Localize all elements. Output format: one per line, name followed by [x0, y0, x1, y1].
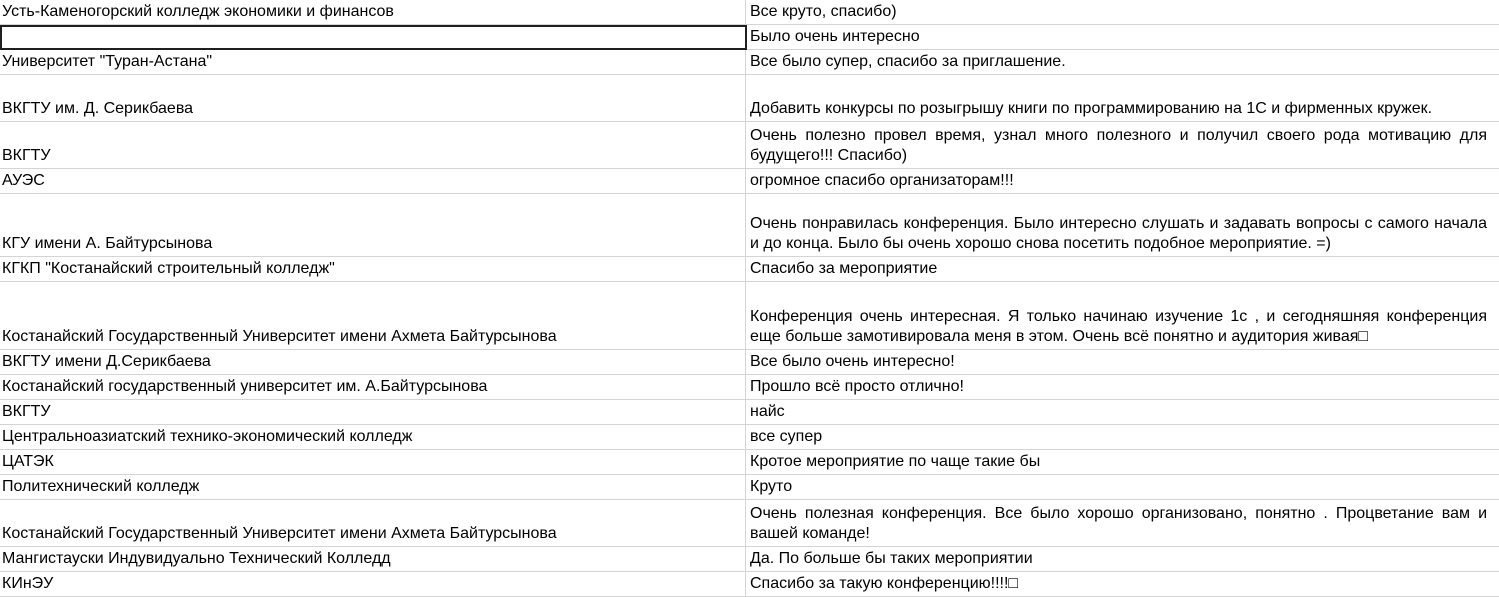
cell-feedback[interactable] — [746, 122, 1499, 168]
cell-feedback[interactable] — [746, 194, 1499, 256]
table-row — [0, 400, 1499, 425]
cell-feedback[interactable] — [746, 75, 1499, 121]
cell-feedback[interactable] — [746, 400, 1499, 424]
cell-feedback-text: Очень полезно провел время, узнал много полезного и получил своего рода мотивацию для будущего!!! Спасибо) — [750, 127, 1487, 164]
cell-organization[interactable] — [0, 400, 746, 424]
cell-organization[interactable] — [0, 572, 746, 596]
cell-feedback-text: Очень полезная конференция. Все было хорошо организовано, понятно . Процветание вам и вашей команде! — [750, 505, 1487, 542]
cell-feedback[interactable] — [746, 547, 1499, 571]
cell-feedback-text: Спасибо за мероприятие — [750, 260, 938, 277]
table-row — [0, 425, 1499, 450]
table-row — [0, 122, 1499, 169]
cell-feedback-text: Было очень интересно — [750, 28, 920, 45]
cell-feedback-text: огромное спасибо организаторам!!! — [750, 172, 1014, 189]
cell-organization-text: Костанайский государственный университет им. А.Байтурсынова — [2, 378, 488, 395]
cell-organization-text: ВКГТУ — [2, 147, 51, 164]
cell-organization-text: КГКП "Костанайский строительный колледж" — [2, 260, 335, 277]
cell-organization-text: Усть-Каменогорский колледж экономики и финансов — [2, 3, 394, 20]
cell-feedback[interactable] — [746, 572, 1499, 596]
cell-organization-text: КГУ имени А. Байтурсынова — [2, 235, 213, 252]
cell-organization-text: ВКГТУ имени Д.Серикбаева — [2, 353, 211, 370]
table-row — [0, 547, 1499, 572]
cell-feedback-text: все супер — [750, 428, 823, 445]
cell-organization[interactable] — [0, 50, 746, 74]
cell-organization-text: АУЭС — [2, 172, 45, 189]
table-row — [0, 25, 1499, 50]
cell-organization[interactable] — [0, 500, 746, 546]
table-row — [0, 75, 1499, 122]
cell-feedback-text: Очень понравилась конференция. Было интересно слушать и задавать вопросы с самого начала и до конца. Было бы очень хорошо снова посетить подобное мероприятие. =) — [750, 215, 1487, 252]
cell-feedback-text: Добавить конкурсы по розыгрышу книги по программированию на 1С и фирменных кружек. — [750, 100, 1433, 117]
cell-feedback-text: Все было супер, спасибо за приглашение. — [750, 53, 1066, 70]
table-row — [0, 282, 1499, 350]
table-row — [0, 572, 1499, 597]
cell-organization-text: Политехнический колледж — [2, 478, 200, 495]
cell-organization-text: Костанайский Государственный Университет имени Ахмета Байтурсынова — [2, 525, 557, 542]
table-row — [0, 169, 1499, 194]
cell-organization-text: КИнЭУ — [2, 575, 54, 592]
cell-organization[interactable] — [0, 122, 746, 168]
cell-feedback[interactable] — [746, 350, 1499, 374]
table-row — [0, 50, 1499, 75]
cell-organization[interactable] — [0, 25, 746, 49]
cell-organization-text: Университет "Туран-Астана" — [2, 53, 213, 70]
cell-feedback-text: найс — [750, 403, 785, 420]
table-row — [0, 375, 1499, 400]
cell-feedback[interactable] — [746, 50, 1499, 74]
cell-feedback-text: Все было очень интересно! — [750, 353, 955, 370]
cell-feedback[interactable] — [746, 450, 1499, 474]
cell-feedback[interactable] — [746, 500, 1499, 546]
cell-organization[interactable] — [0, 194, 746, 256]
cell-feedback-text: Круто — [750, 478, 793, 495]
cell-feedback[interactable] — [746, 475, 1499, 499]
cell-organization-text: ВКГТУ им. Д. Серикбаева — [2, 100, 194, 117]
cell-organization-text: Костанайский Государственный Университет имени Ахмета Байтурсынова — [2, 328, 557, 345]
cell-organization-text: ВКГТУ — [2, 403, 51, 420]
cell-organization-text: Мангистауски Индувидуально Технический Колледд — [2, 550, 391, 567]
table-row — [0, 500, 1499, 547]
table-row — [0, 475, 1499, 500]
cell-organization[interactable] — [0, 475, 746, 499]
cell-organization[interactable] — [0, 450, 746, 474]
cell-organization[interactable] — [0, 375, 746, 399]
cell-feedback[interactable] — [746, 169, 1499, 193]
cell-organization[interactable] — [0, 282, 746, 349]
cell-feedback[interactable] — [746, 0, 1499, 24]
cell-feedback-text: Кротое мероприятие по чаще такие бы — [750, 453, 1041, 470]
table-row — [0, 350, 1499, 375]
cell-feedback[interactable] — [746, 375, 1499, 399]
cell-organization[interactable] — [0, 547, 746, 571]
cell-feedback-text: Все круто, спасибо) — [750, 3, 897, 20]
table-row — [0, 194, 1499, 257]
cell-feedback[interactable] — [746, 25, 1499, 49]
table-row — [0, 0, 1499, 25]
cell-feedback[interactable] — [746, 282, 1499, 349]
cell-organization[interactable] — [0, 425, 746, 449]
cell-organization[interactable] — [0, 75, 746, 121]
table-row — [0, 257, 1499, 282]
cell-feedback[interactable] — [746, 425, 1499, 449]
cell-feedback[interactable] — [746, 257, 1499, 281]
cell-feedback-text: Конференция очень интересная. Я только начинаю изучение 1с , и сегодняшняя конференция еще больше замотивировала меня в этом. Очень всё понятно и аудитория живая□ — [750, 308, 1487, 345]
cell-feedback-text: Прошло всё просто отлично! — [750, 378, 964, 395]
cell-organization-text: Центральноазиатский технико-экономический колледж — [2, 428, 413, 445]
cell-organization[interactable] — [0, 350, 746, 374]
cell-feedback-text: Да. По больше бы таких мероприятии — [750, 550, 1033, 567]
cell-feedback-text: Спасибо за такую конференцию!!!!□ — [750, 575, 1019, 592]
cell-organization[interactable] — [0, 0, 746, 24]
cell-organization[interactable] — [0, 257, 746, 281]
cell-organization[interactable] — [0, 169, 746, 193]
table-row — [0, 450, 1499, 475]
cell-organization-text: ЦАТЭК — [2, 453, 54, 470]
